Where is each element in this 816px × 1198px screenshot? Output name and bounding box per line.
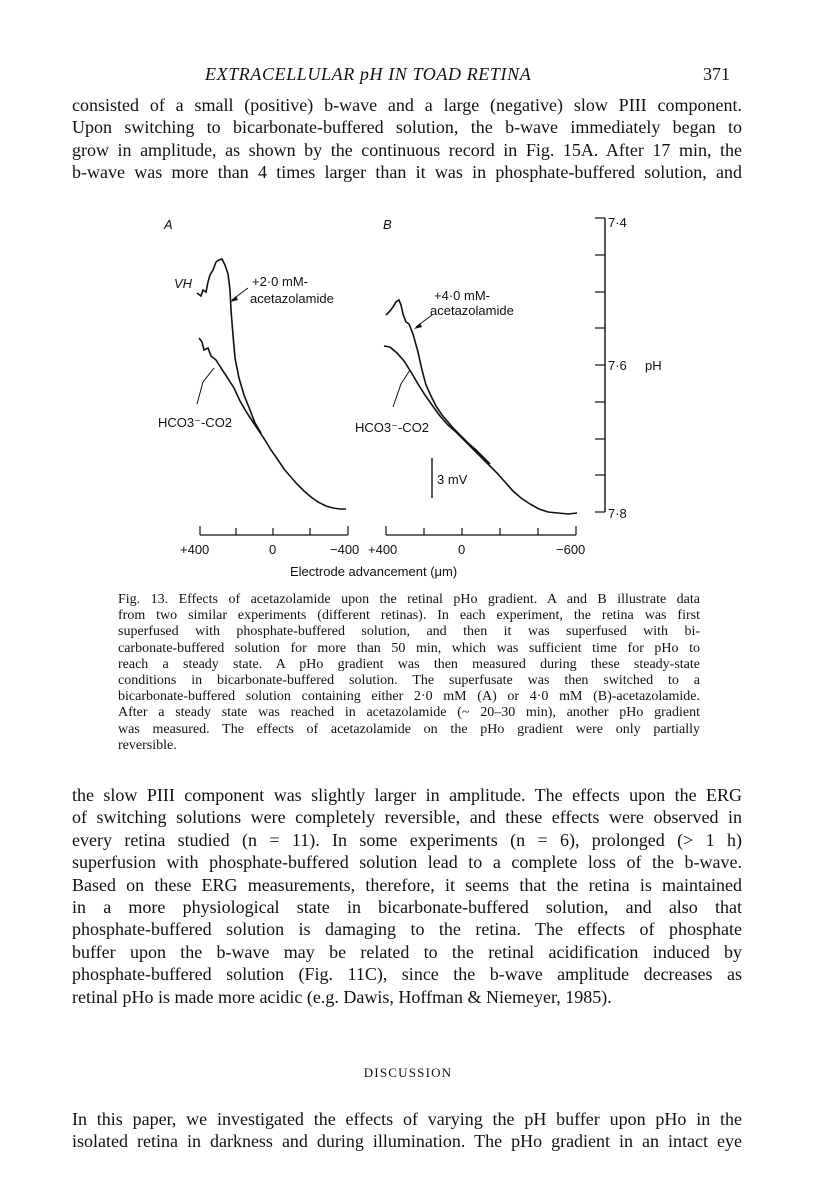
panel-a-bicarbonate-label: HCO3⁻-CO2 bbox=[158, 415, 233, 430]
panel-b-acetazolamide-trace bbox=[386, 300, 490, 464]
text-line: b-wave was more than 4 times larger than it was in phosphate-buffered solution, and bbox=[72, 162, 742, 183]
panel-b-bicarb-leader bbox=[393, 370, 410, 407]
text-line: grow in amplitude, as shown by the continuous record in Fig. 15A. After 17 min, the bbox=[72, 139, 742, 160]
text-line: buffer upon the b-wave may be related to the retinal acidification induced by bbox=[72, 941, 742, 962]
discussion-paragraph bbox=[72, 1108, 742, 1153]
running-header bbox=[0, 64, 816, 88]
ph-axis-label: pH bbox=[645, 358, 662, 373]
panel-a-x-axis bbox=[200, 526, 348, 535]
text-line: Upon switching to bicarbonate-buffered solution, the b-wave immediately began to bbox=[72, 117, 742, 138]
panel-a-drug-line1: +2·0 mM- bbox=[252, 274, 308, 289]
caption-line: carbonate-buffered solution for more than 50 min, which was sufficient time for pHo to bbox=[118, 640, 700, 656]
page-number: 371 bbox=[703, 64, 730, 84]
caption-line: Fig. 13. Effects of acetazolamide upon the retinal pHo gradient. A and B illustrate data bbox=[118, 592, 700, 607]
scale-bar-label: 3 mV bbox=[437, 472, 468, 487]
text-line: superfusion with phosphate-buffered solution lead to a complete loss of the b-wave. bbox=[72, 852, 742, 873]
vh-label: VH bbox=[174, 276, 193, 291]
x-tick-label: +400 bbox=[368, 542, 398, 557]
text-line: every retina studied (n = 11). In some experiments (n = 6), prolonged (> 1 h) bbox=[72, 829, 742, 850]
body-paragraph-top bbox=[72, 94, 742, 184]
text-line: retinal pHo is made more acidic (e.g. Dawis, Hoffman & Niemeyer, 1985). bbox=[72, 986, 612, 1007]
panel-a-bicarb-leader bbox=[197, 368, 214, 404]
ph-tick-label: 7·8 bbox=[608, 506, 627, 521]
caption-line: reach a steady state. A pHo gradient was then measured during these steady-state bbox=[118, 656, 700, 672]
caption-line: was measured. The effects of acetazolamide on the pHo gradient were only partially bbox=[118, 721, 700, 737]
running-title: EXTRACELLULAR pH IN TOAD RETINA bbox=[205, 64, 532, 84]
panel-b-drug-line2: acetazolamide bbox=[430, 303, 514, 318]
text-line: of switching solutions were completely reversible, and these effects were observed in bbox=[72, 807, 742, 828]
figure-13 bbox=[150, 210, 670, 585]
text-line: the slow PIII component was slightly larger in amplitude. The effects upon the ERG bbox=[72, 785, 742, 805]
x-axis-label: Electrode advancement (μm) bbox=[290, 564, 458, 579]
ph-tick-label: 7·4 bbox=[608, 215, 627, 230]
panel-a-label: A bbox=[164, 217, 173, 232]
caption-line: bicarbonate-buffered solution containing either 2·0 mM (A) or 4·0 mM (B)-acetazolamide. bbox=[118, 689, 700, 705]
figure-caption bbox=[118, 592, 700, 754]
x-tick-label: −400 bbox=[330, 542, 360, 557]
x-tick-label: +400 bbox=[180, 542, 210, 557]
caption-line: superfused with phosphate-buffered solution, and then it was superfused with bi- bbox=[118, 624, 700, 640]
text-line: consisted of a small (positive) b-wave and a large (negative) slow PIII component. bbox=[72, 95, 742, 115]
text-line: In this paper, we investigated the effects of varying the pH buffer upon pHo in the bbox=[72, 1109, 742, 1129]
ph-scale bbox=[595, 218, 605, 512]
panel-b-x-axis bbox=[386, 526, 576, 535]
text-line: Based on these ERG measurements, therefore, it seems that the retina is maintained bbox=[72, 874, 742, 895]
section-heading: DISCUSSION bbox=[363, 1065, 453, 1080]
x-tick-label: 0 bbox=[269, 542, 277, 557]
ph-tick-label: 7·6 bbox=[608, 358, 627, 373]
body-paragraph-bottom bbox=[72, 784, 742, 1008]
caption-line: After a steady state was reached in acetazolamide (~ 20–30 min), another pHo gradient bbox=[118, 705, 700, 721]
x-tick-label: 0 bbox=[458, 542, 466, 557]
caption-line: from two similar experiments (different retinas). In each experiment, the retina was first bbox=[118, 608, 700, 624]
caption-line: reversible. bbox=[118, 737, 177, 753]
figure-13-graphic bbox=[150, 210, 670, 585]
panel-b-label: B bbox=[383, 217, 392, 232]
text-line: phosphate-buffered solution (Fig. 11C), since the b-wave amplitude decreases as bbox=[72, 964, 742, 985]
caption-line: conditions in bicarbonate-buffered solution. The superfusate was then switched to a bbox=[118, 673, 700, 689]
text-line: phosphate-buffered solution is damaging to the retina. The effects of phosphate bbox=[72, 919, 742, 940]
text-line: in a more physiological state in bicarbonate-buffered solution, and also that bbox=[72, 897, 742, 918]
text-line: isolated retina in darkness and during illumination. The pHo gradient in an intact eye bbox=[72, 1131, 742, 1152]
panel-b-bicarbonate-label: HCO3⁻-CO2 bbox=[355, 420, 430, 435]
panel-b-drug-line1: +4·0 mM- bbox=[434, 288, 490, 303]
panel-a-drug-line2: acetazolamide bbox=[250, 291, 334, 306]
x-tick-label: −600 bbox=[556, 542, 586, 557]
